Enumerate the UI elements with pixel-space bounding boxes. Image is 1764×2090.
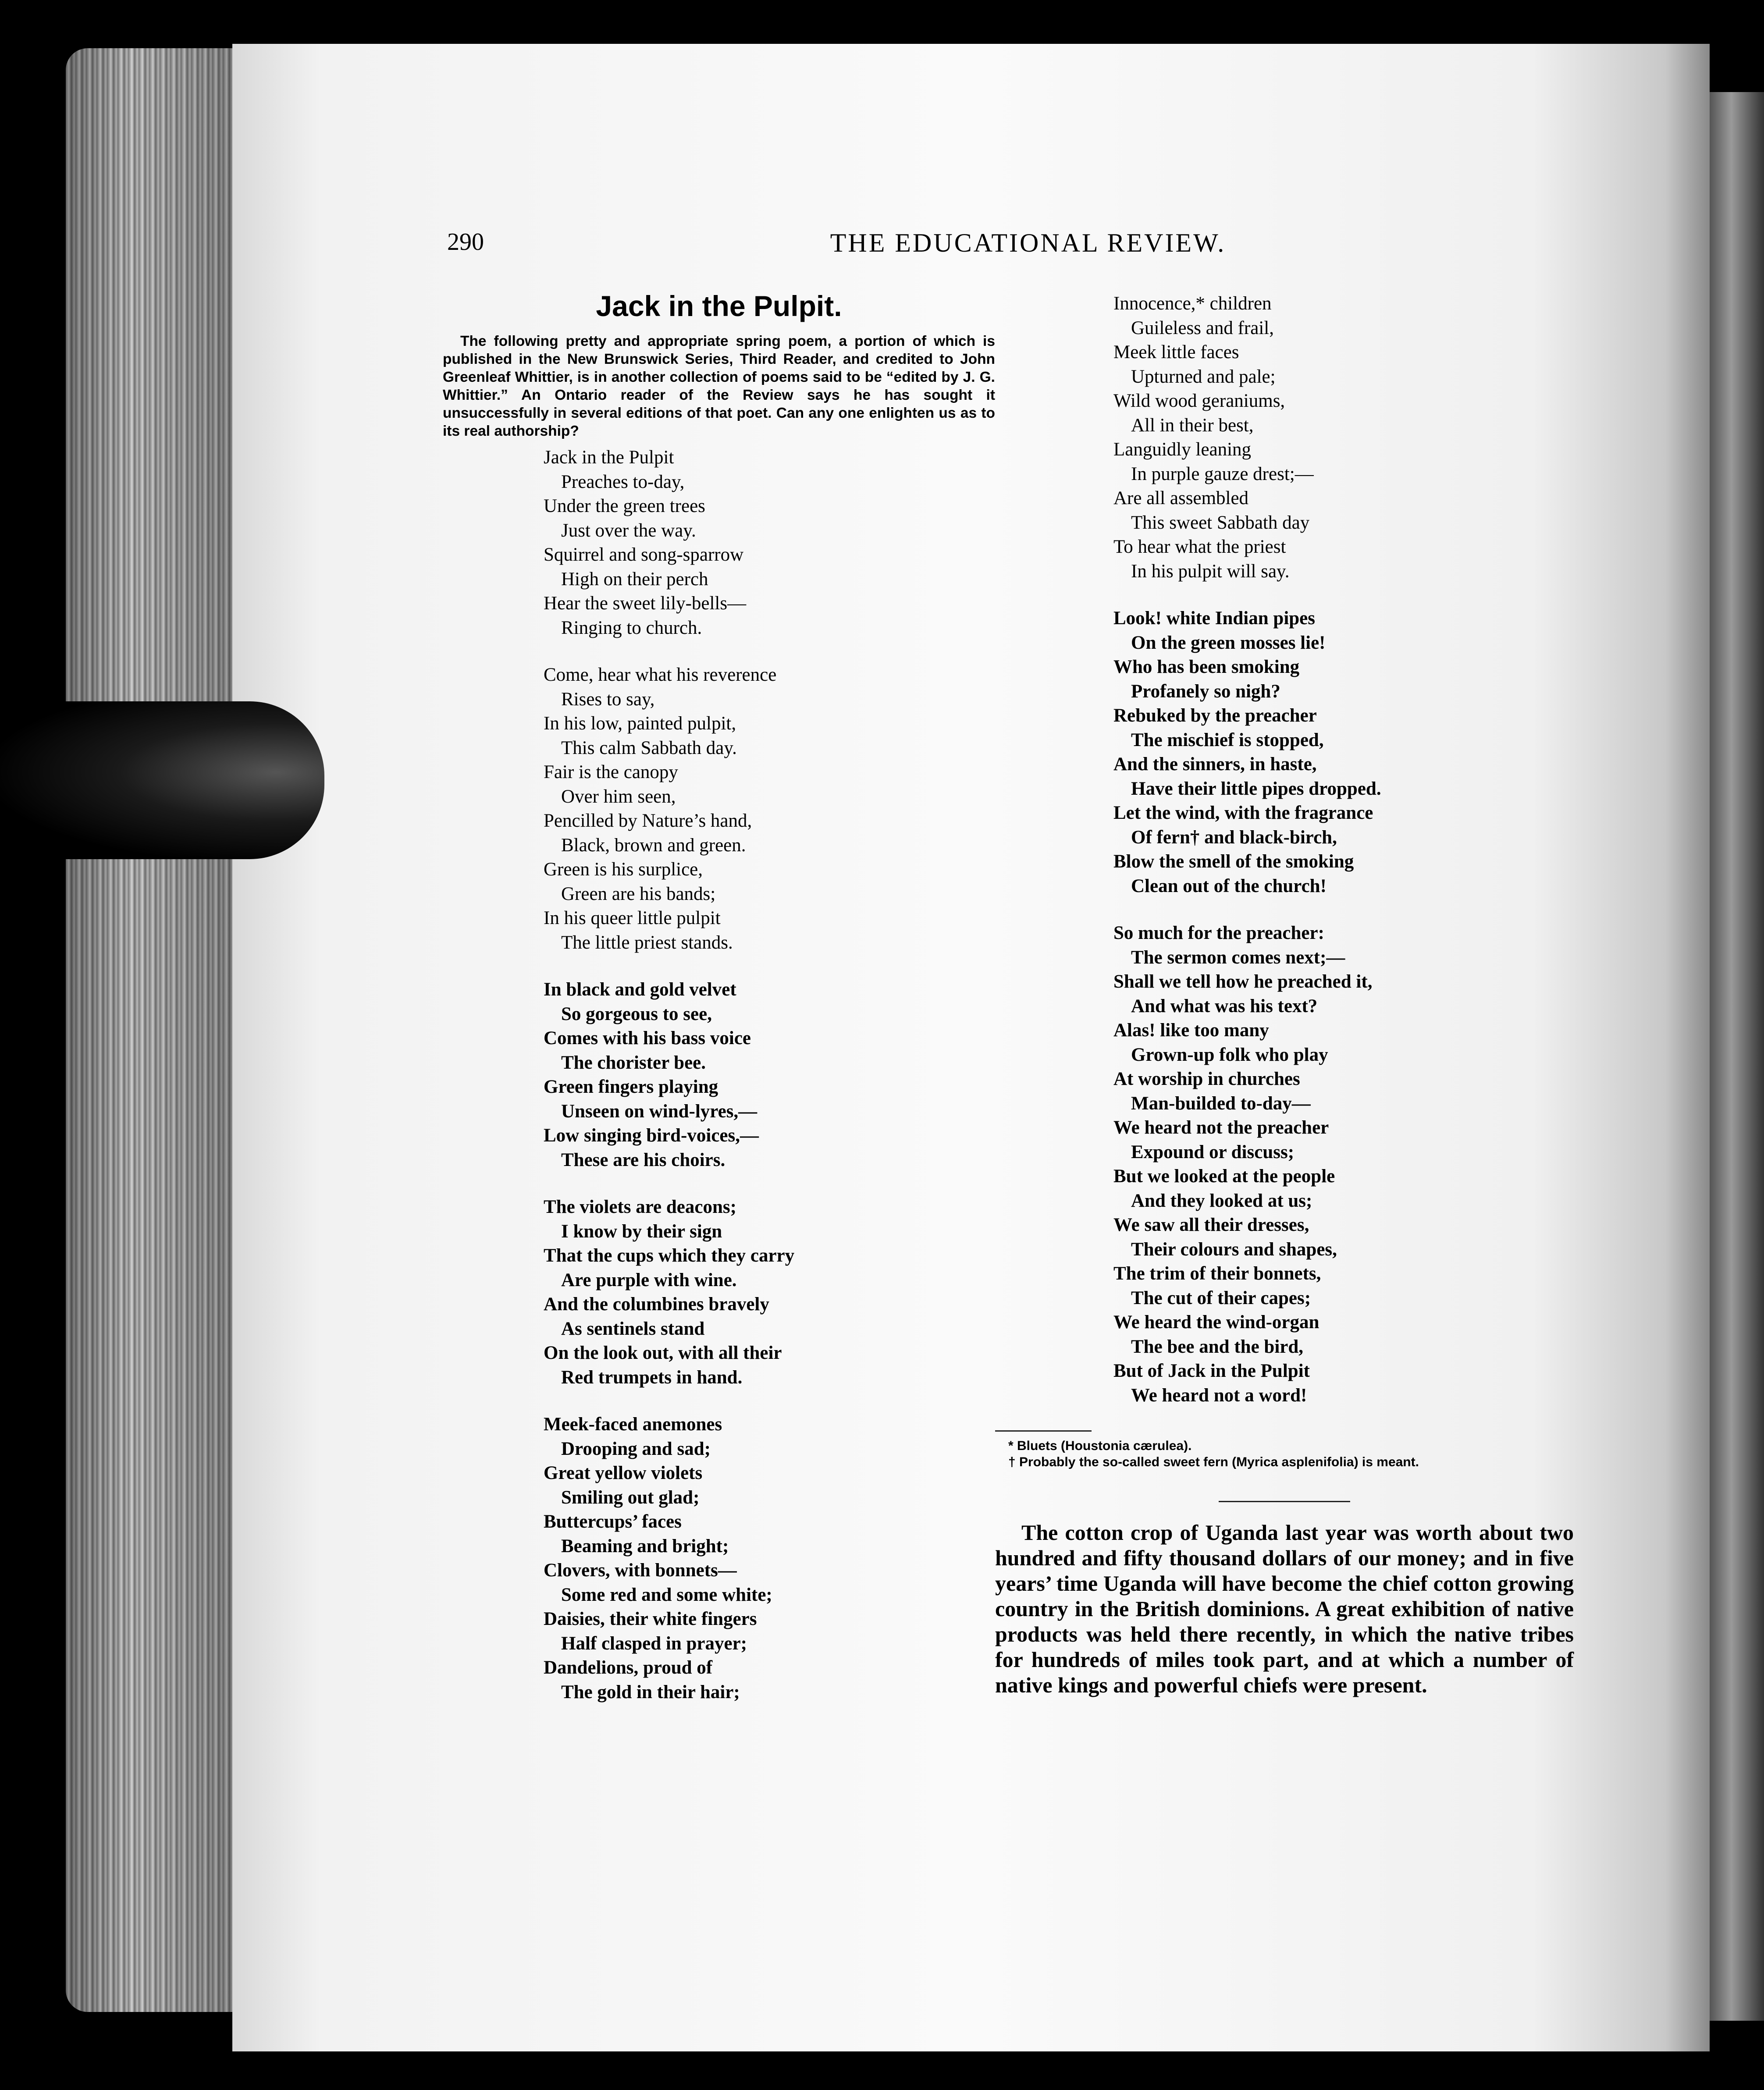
poem-line: In his low, painted pulpit, <box>544 713 736 734</box>
poem-line: The mischief is stopped, <box>1131 729 1324 750</box>
poem-right <box>995 291 1574 1408</box>
poem-line: Under the green trees <box>544 496 705 516</box>
poem-line: Buttercups’ faces <box>544 1511 682 1532</box>
poem-line: Black, brown and green. <box>561 835 746 856</box>
poem-line: Alas! like too many <box>1113 1020 1269 1041</box>
poem-line: Over him seen, <box>561 786 676 807</box>
left-column <box>443 289 995 1727</box>
poem-line: I know by their sign <box>561 1221 722 1242</box>
facing-page-edge <box>1710 92 1764 2021</box>
poem-line: And the columbines bravely <box>544 1294 769 1315</box>
poem-line: Rebuked by the preacher <box>1113 705 1317 726</box>
poem-line: Clovers, with bonnets— <box>544 1560 737 1581</box>
poem-line: Drooping and sad; <box>561 1438 711 1459</box>
poem-line: Beaming and bright; <box>561 1536 729 1557</box>
footnote-1: * Bluets (Houstonia cærulea). <box>1008 1439 1192 1453</box>
page-number: 290 <box>447 228 484 256</box>
poem-line: We heard not a word! <box>1131 1385 1307 1406</box>
poem-line: The trim of their bonnets, <box>1113 1263 1321 1284</box>
poem-line: We saw all their dresses, <box>1113 1215 1309 1235</box>
poem-left <box>443 445 995 1704</box>
poem-line: Smiling out glad; <box>561 1487 700 1508</box>
poem-line: Who has been smoking <box>1113 657 1300 677</box>
poem-line: In black and gold velvet <box>544 979 736 1000</box>
poem-stanza <box>1113 291 1574 583</box>
poem-line: The bee and the bird, <box>1131 1336 1304 1357</box>
poem-line: Fair is the canopy <box>544 762 678 782</box>
poem-line: On the green mosses lie! <box>1131 632 1326 653</box>
poem-line: The little priest stands. <box>561 932 733 953</box>
poem-line: Jack in the Pulpit <box>544 447 674 468</box>
poem-line: Blow the smell of the smoking <box>1113 851 1354 872</box>
poem-line: Wild wood geraniums, <box>1113 391 1285 411</box>
poem-stanza <box>1113 921 1574 1408</box>
poem-line: Meek-faced anemones <box>544 1414 722 1435</box>
poem-stanza <box>544 977 995 1172</box>
poem-stanza <box>544 445 995 640</box>
poem-line: This calm Sabbath day. <box>561 737 737 758</box>
poem-line: Profanely so nigh? <box>1131 681 1280 702</box>
poem-line: Grown-up folk who play <box>1131 1044 1328 1065</box>
poem-line: Green are his bands; <box>561 883 716 904</box>
poem-line: Daisies, their white fingers <box>544 1609 757 1629</box>
running-head <box>447 228 1609 267</box>
poem-line: Red trumpets in hand. <box>561 1367 743 1388</box>
poem-line: Comes with his bass voice <box>544 1028 751 1049</box>
poem-line: The gold in their hair; <box>561 1681 740 1703</box>
poem-line: Upturned and pale; <box>1131 366 1276 387</box>
poem-line: Great yellow violets <box>544 1463 703 1483</box>
poem-line: Dandelions, proud of <box>544 1657 713 1678</box>
poem-line: Have their little pipes dropped. <box>1131 778 1381 799</box>
poem-line: So gorgeous to see, <box>561 1003 712 1024</box>
poem-line: Clean out of the church! <box>1131 875 1327 896</box>
footnote-rule <box>995 1430 1092 1432</box>
poem-line: Hear the sweet lily-bells— <box>544 593 747 614</box>
poem-line: Some red and some white; <box>561 1584 772 1605</box>
poem-line: Their colours and shapes, <box>1131 1239 1337 1260</box>
journal-title: THE EDUCATIONAL REVIEW. <box>830 228 1226 257</box>
poem-line: The sermon comes next;— <box>1131 947 1345 968</box>
poem-line: All in their best, <box>1131 415 1254 436</box>
poem-line: Green fingers playing <box>544 1077 718 1097</box>
poem-line: We heard not the preacher <box>1113 1117 1329 1138</box>
book-page-edges <box>66 48 232 2012</box>
poem-line: In purple gauze drest;— <box>1131 463 1314 484</box>
poem-line: Of fern† and black-birch, <box>1131 827 1337 848</box>
poem-line: Languidly leaning <box>1113 439 1252 460</box>
poem-line: Guileless and frail, <box>1131 317 1274 338</box>
poem-line: Expound or discuss; <box>1131 1141 1295 1162</box>
footnote-2: † Probably the so-called sweet fern (Myrica asplenifolia) is meant. <box>1008 1455 1419 1469</box>
poem-line: Just over the way. <box>561 520 696 541</box>
poem-line: Preaches to-day, <box>561 471 685 492</box>
poem-line: Shall we tell how he preached it, <box>1113 971 1373 992</box>
poem-line: Ringing to church. <box>561 617 702 638</box>
poem-stanza <box>544 663 995 955</box>
poem-line: The chorister bee. <box>561 1052 706 1073</box>
holding-finger <box>0 701 324 859</box>
article-title: Jack in the Pulpit. <box>596 290 842 322</box>
poem-line: Low singing bird-voices,— <box>544 1125 759 1146</box>
poem-line: High on their perch <box>561 569 708 590</box>
poem-line: Are all assembled <box>1113 488 1249 508</box>
poem-line: Rises to say, <box>561 689 655 710</box>
poem-line: And the sinners, in haste, <box>1113 754 1317 775</box>
poem-line: Innocence,* children <box>1113 293 1272 314</box>
poem-line: That the cups which they carry <box>544 1245 795 1266</box>
poem-line: These are his choirs. <box>561 1149 726 1170</box>
poem-line: And they looked at us; <box>1131 1190 1312 1211</box>
poem-line: Man-builded to-day— <box>1131 1093 1311 1114</box>
poem-line: But of Jack in the Pulpit <box>1113 1361 1310 1381</box>
poem-line: This sweet Sabbath day <box>1131 512 1310 533</box>
news-item: The cotton crop of Uganda last year was worth about two hundred and fifty thousand dollars of our money; and in five years’ time Uganda will have become the chief cotton growing country in the British dominions. A great exhibition of native products was held there recently, in which the native tribes for hundreds of miles took part, and at which a number of native kings and powerful chiefs were present. <box>995 1520 1574 1697</box>
poem-line: Half clasped in prayer; <box>561 1633 747 1654</box>
poem-line: Unseen on wind-lyres,— <box>561 1101 758 1122</box>
poem-line: We heard the wind-organ <box>1113 1312 1319 1333</box>
poem-line: On the look out, with all their <box>544 1343 782 1363</box>
section-divider <box>1219 1501 1350 1502</box>
poem-line: As sentinels stand <box>561 1318 705 1339</box>
poem-stanza <box>544 1412 995 1704</box>
poem-line: Squirrel and song-sparrow <box>544 544 744 565</box>
poem-line: Green is his surplice, <box>544 859 703 880</box>
poem-line: In his queer little pulpit <box>544 908 721 928</box>
poem-line: The cut of their capes; <box>1131 1287 1311 1308</box>
poem-line: Come, hear what his reverence <box>544 665 777 685</box>
poem-line: To hear what the priest <box>1113 537 1286 557</box>
poem-stanza <box>1113 606 1574 898</box>
poem-line: Pencilled by Nature’s hand, <box>544 810 752 831</box>
poem-line: The violets are deacons; <box>544 1197 736 1217</box>
poem-line: Meek little faces <box>1113 342 1239 363</box>
right-column <box>995 291 1574 1698</box>
poem-line: But we looked at the people <box>1113 1166 1335 1187</box>
poem-line: In his pulpit will say. <box>1131 561 1290 582</box>
poem-line: At worship in churches <box>1113 1069 1300 1089</box>
poem-line: Are purple with wine. <box>561 1269 737 1290</box>
poem-line: And what was his text? <box>1131 995 1318 1017</box>
poem-line: So much for the preacher: <box>1113 923 1324 943</box>
poem-line: Look! white Indian pipes <box>1113 608 1316 629</box>
article-intro: The following pretty and appropriate spring poem, a portion of which is published in the New Brunswick Series, Third Reader, and credited to John Greenleaf Whittier, is in another collection of poems said to be “edited by J. G. Whittier.” An Ontario reader of the Review says he has sought it unsuccessfully in several editions of that poet. Can any one enlighten us as to its real authorship? <box>443 333 995 439</box>
poem-stanza <box>544 1195 995 1390</box>
poem-line: Let the wind, with the fragrance <box>1113 803 1373 823</box>
